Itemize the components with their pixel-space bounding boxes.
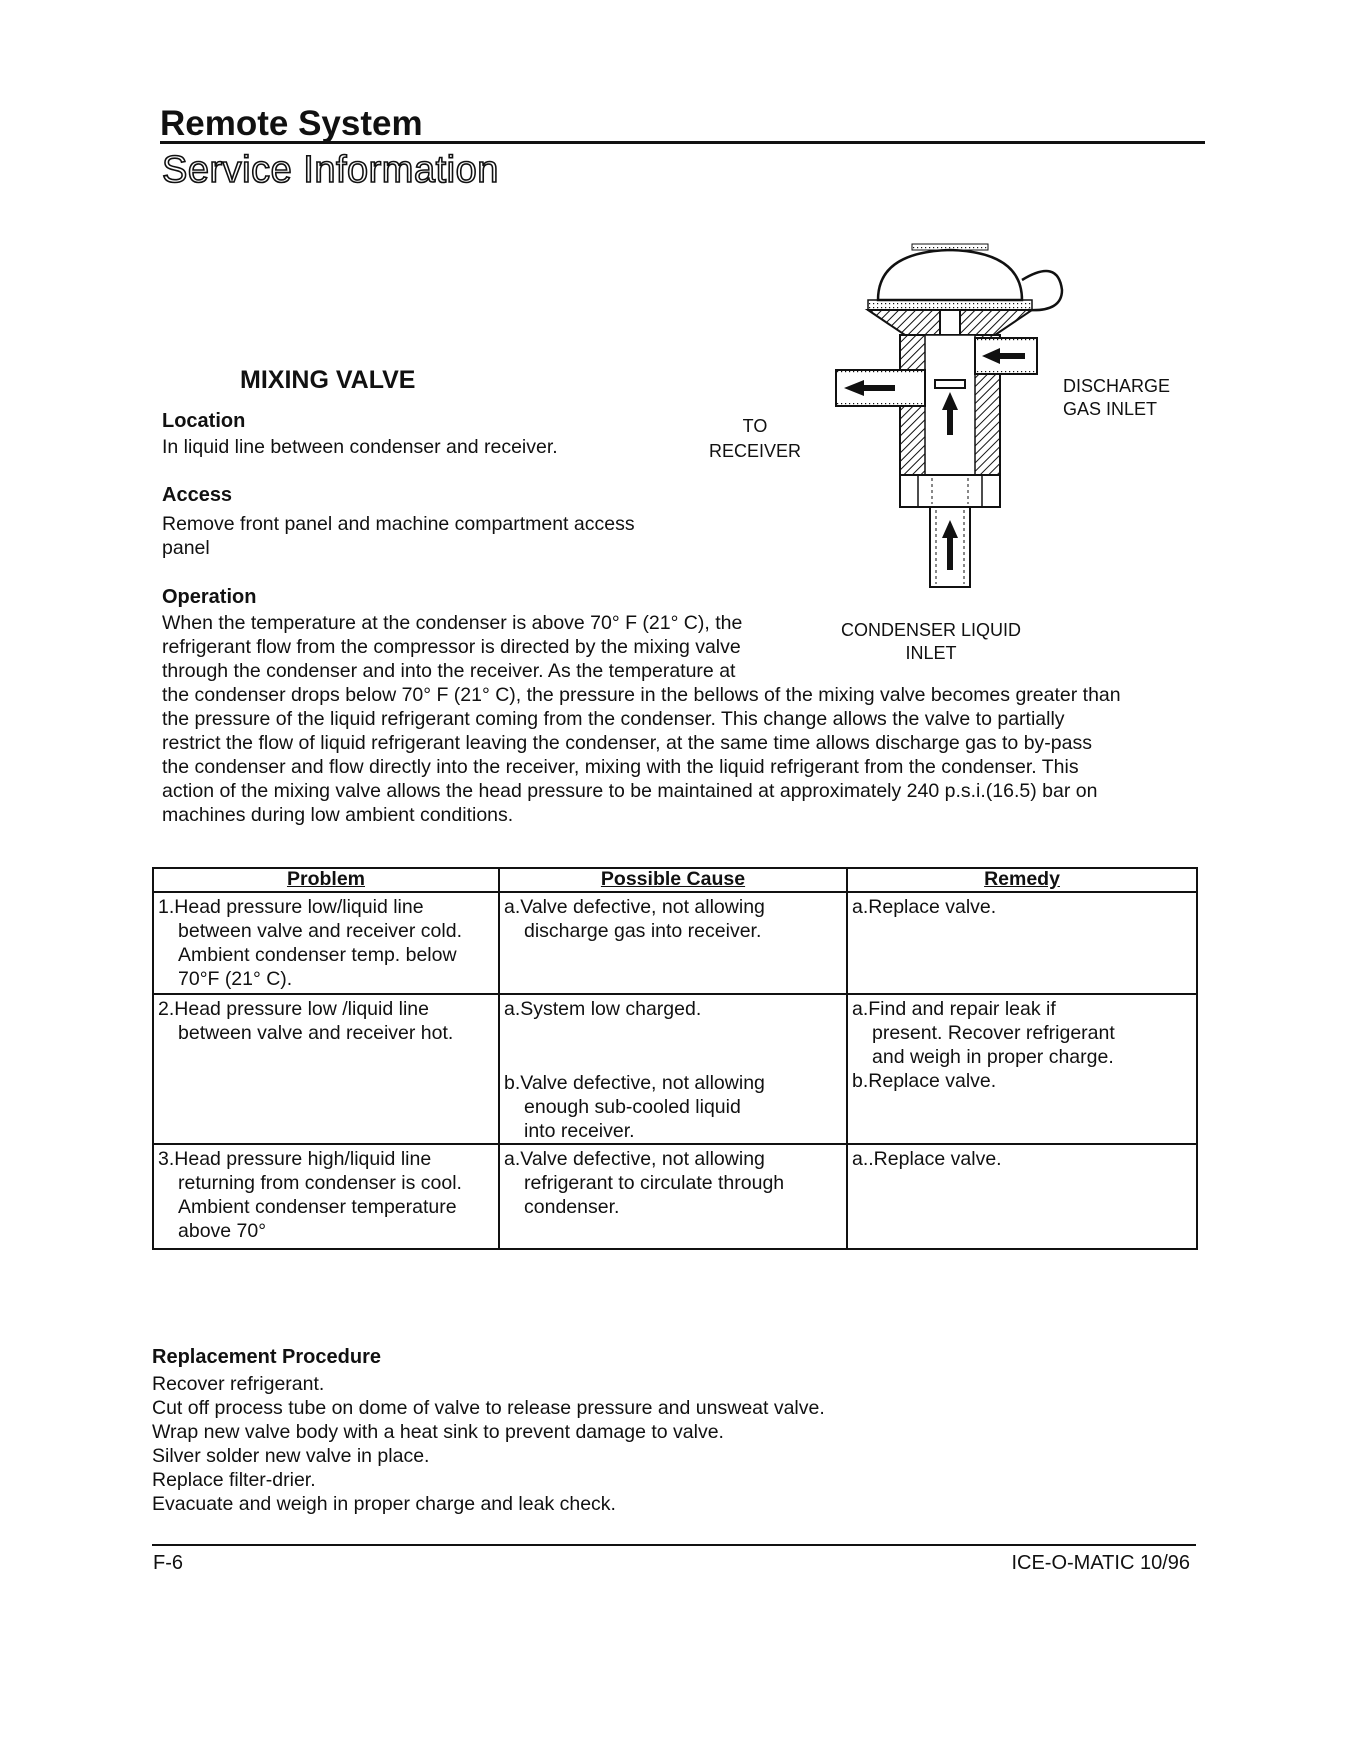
row1-problem-line: Ambient condenser temp. below bbox=[178, 944, 457, 966]
access-label: Access bbox=[162, 484, 233, 506]
row1-cause-line: discharge gas into receiver. bbox=[524, 920, 762, 942]
row2-cause bbox=[499, 994, 847, 1144]
row2-cause-b-line: into receiver. bbox=[524, 1120, 635, 1142]
row3-cause-line: a.Valve defective, not allowing bbox=[504, 1148, 765, 1170]
row1-problem-line: 1.Head pressure low/liquid line bbox=[158, 896, 424, 918]
discharge-label-2: GAS INLET bbox=[1063, 399, 1158, 419]
row3-cause-line: refrigerant to circulate through bbox=[524, 1172, 785, 1194]
row3-problem-line: 3.Head pressure high/liquid line bbox=[158, 1148, 432, 1170]
row2-remedy-b: b.Replace valve. bbox=[852, 1070, 997, 1092]
row2-remedy-a-line: present. Recover refrigerant bbox=[872, 1022, 1115, 1044]
to-receiver-label-1: TO bbox=[742, 416, 768, 436]
operation-line-6: restrict the flow of liquid refrigerant leaving the condenser, at the same time allows discharge gas to by-pass bbox=[162, 732, 1092, 754]
condenser-label-1: CONDENSER LIQUID bbox=[840, 620, 1022, 640]
row2-cause-a: a.System low charged. bbox=[504, 998, 702, 1020]
row3-problem-line: above 70° bbox=[178, 1220, 267, 1242]
table-row bbox=[153, 994, 1197, 1144]
row1-problem bbox=[153, 892, 499, 994]
header-possible-cause: Possible Cause bbox=[499, 868, 847, 892]
valve-dome bbox=[878, 250, 1022, 300]
row3-remedy-line: a..Replace valve. bbox=[852, 1148, 1002, 1170]
access-text-line2: panel bbox=[162, 537, 210, 559]
header-problem: Problem bbox=[153, 868, 499, 892]
replacement-step: Wrap new valve body with a heat sink to prevent damage to valve. bbox=[152, 1421, 724, 1443]
replacement-step: Evacuate and weigh in proper charge and leak check. bbox=[152, 1493, 616, 1515]
row3-problem-line: returning from condenser is cool. bbox=[178, 1172, 462, 1194]
operation-line-4: the condenser drops below 70° F (21° C), the pressure in the bellows of the mixing valve becomes greater than bbox=[162, 684, 1121, 706]
row2-remedy bbox=[847, 994, 1197, 1144]
operation-line-1: When the temperature at the condenser is above 70° F (21° C), the bbox=[162, 612, 743, 634]
footer-rule bbox=[152, 1544, 1196, 1546]
replacement-label: Replacement Procedure bbox=[152, 1346, 381, 1368]
operation-label: Operation bbox=[162, 586, 257, 608]
location-text: In liquid line between condenser and receiver. bbox=[162, 436, 558, 458]
header-rule bbox=[160, 141, 1205, 144]
row2-remedy-a: a.Find and repair leak if bbox=[852, 998, 1056, 1020]
row3-cause-line: condenser. bbox=[524, 1196, 620, 1218]
row2-problem bbox=[153, 994, 499, 1144]
row2-problem-line: 2.Head pressure low /liquid line bbox=[158, 998, 429, 1020]
row3-problem-line: Ambient condenser temperature bbox=[178, 1196, 457, 1218]
location-label: Location bbox=[162, 410, 246, 432]
replacement-step: Recover refrigerant. bbox=[152, 1373, 325, 1395]
access-text-line1: Remove front panel and machine compartment access bbox=[162, 513, 635, 535]
to-receiver-label-2: RECEIVER bbox=[708, 441, 802, 461]
table-header-row bbox=[153, 868, 1197, 892]
operation-line-7: the condenser and flow directly into the receiver, mixing with the liquid refrigerant from the condenser. This bbox=[162, 756, 1079, 778]
row2-cause-b: b.Valve defective, not allowing bbox=[504, 1072, 765, 1094]
troubleshooting-table bbox=[152, 867, 1198, 1250]
table-row bbox=[153, 892, 1197, 994]
row3-remedy bbox=[847, 1144, 1197, 1249]
replacement-step: Silver solder new valve in place. bbox=[152, 1445, 430, 1467]
operation-line-8: action of the mixing valve allows the head pressure to be maintained at approximately 240 p.s.i.(16.5) bar on bbox=[162, 780, 1098, 802]
valve-fitting bbox=[900, 475, 1000, 507]
replacement-step: Replace filter-drier. bbox=[152, 1469, 316, 1491]
row3-cause bbox=[499, 1144, 847, 1249]
replacement-step: Cut off process tube on dome of valve to release pressure and unsweat valve. bbox=[152, 1397, 825, 1419]
row1-problem-line: between valve and receiver cold. bbox=[178, 920, 462, 942]
footer-brand: ICE-O-MATIC 10/96 bbox=[1011, 1552, 1190, 1574]
header-subtitle: Service Information bbox=[162, 149, 499, 191]
operation-line-5: the pressure of the liquid refrigerant coming from the condenser. This change allows the valve to partially bbox=[162, 708, 1065, 730]
condenser-label-2: INLET bbox=[905, 643, 957, 663]
operation-line-9: machines during low ambient conditions. bbox=[162, 804, 514, 826]
row1-remedy bbox=[847, 892, 1197, 994]
row3-problem bbox=[153, 1144, 499, 1249]
row2-remedy-a-line: and weigh in proper charge. bbox=[872, 1046, 1114, 1068]
row2-cause-b-line: enough sub-cooled liquid bbox=[524, 1096, 741, 1118]
operation-line-2: refrigerant flow from the compressor is directed by the mixing valve bbox=[162, 636, 741, 658]
header-title: Remote System bbox=[160, 104, 423, 143]
mixing-valve-diagram bbox=[800, 230, 1080, 620]
row1-problem-line: 70°F (21° C). bbox=[178, 968, 293, 990]
row1-cause-line: a.Valve defective, not allowing bbox=[504, 896, 765, 918]
row2-problem-line: between valve and receiver hot. bbox=[178, 1022, 454, 1044]
row1-cause bbox=[499, 892, 847, 994]
page-number: F-6 bbox=[153, 1552, 183, 1574]
section-title: MIXING VALVE bbox=[240, 366, 416, 394]
header-remedy: Remedy bbox=[847, 868, 1197, 892]
row1-remedy-line: a.Replace valve. bbox=[852, 896, 997, 918]
discharge-label-1: DISCHARGE bbox=[1063, 376, 1171, 396]
operation-line-3: through the condenser and into the receiver. As the temperature at bbox=[162, 660, 736, 682]
table-row bbox=[153, 1144, 1197, 1249]
